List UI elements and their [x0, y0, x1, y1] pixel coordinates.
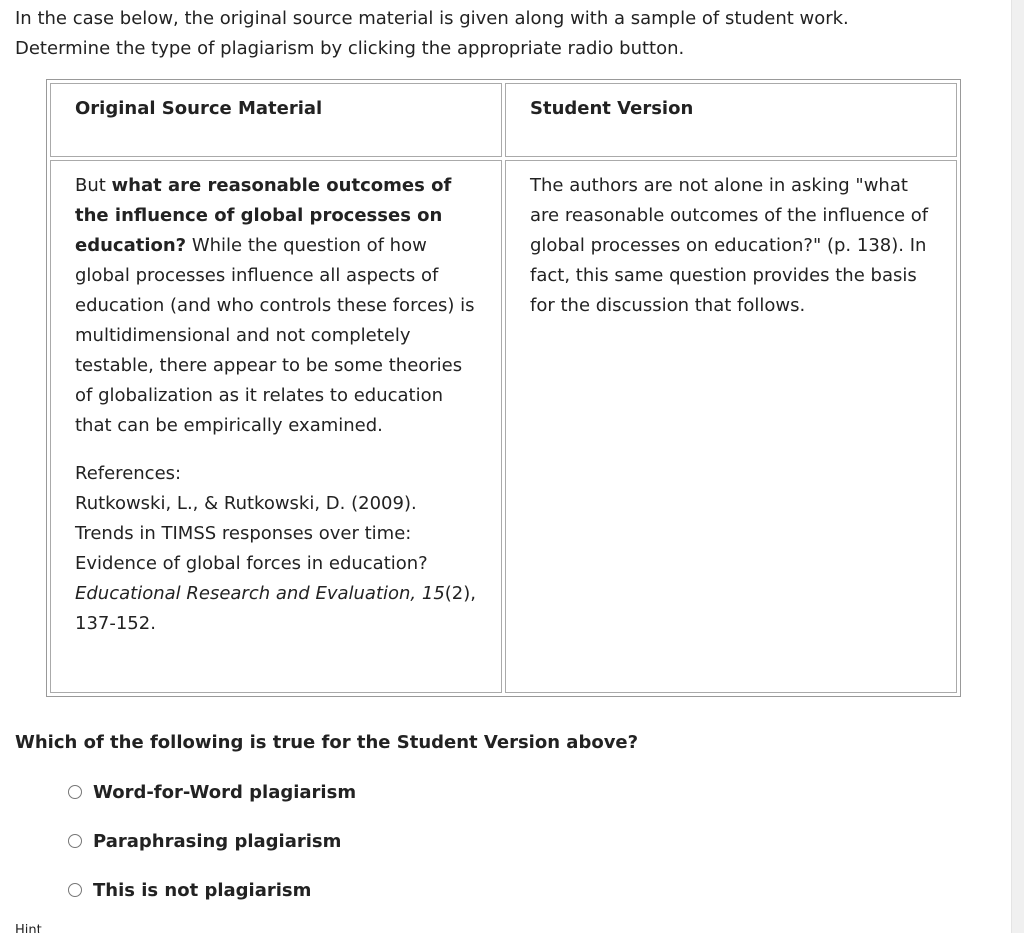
original-passage-rest: While the question of how global processes influence all aspects of education (and who controls these forces) is multidimensional and not completely testable, there appear to be some theories of globalization as it relates to education that can be empirically examined.	[75, 235, 475, 436]
student-passage: The authors are not alone in asking "what are reasonable outcomes of the influence of global processes on education?" (p. 138). In fact, this same question provides the basis for the discussion that follows.	[530, 175, 929, 316]
instructions	[15, 4, 1005, 64]
option-label[interactable]: This is not plagiarism	[93, 879, 312, 901]
radio-button[interactable]	[68, 834, 82, 848]
option-not-plagiarism[interactable]	[68, 875, 356, 905]
header-student-version: Student Version	[505, 83, 957, 157]
reference-volume: 15	[421, 583, 445, 604]
option-label[interactable]: Paraphrasing plagiarism	[93, 830, 342, 852]
reference-authors: Rutkowski, L., & Rutkowski, D. (2009). Trends in TIMSS responses over time: Evidence of global forces in education?	[75, 493, 428, 574]
scrollbar-track[interactable]	[1011, 0, 1024, 933]
radio-button[interactable]	[68, 883, 82, 897]
case-table	[46, 79, 961, 697]
original-source-cell	[50, 160, 502, 693]
option-label[interactable]: Word-for-Word plagiarism	[93, 781, 357, 803]
answer-options	[68, 777, 356, 924]
instructions-line-1: In the case below, the original source material is given along with a sample of student work.	[15, 8, 849, 29]
student-version-cell	[505, 160, 957, 693]
references	[75, 459, 479, 639]
reference-journal: Educational Research and Evaluation,	[75, 583, 417, 604]
reference-citation	[75, 489, 479, 639]
reference-pages: (2), 137-152.	[75, 583, 476, 634]
header-original-source: Original Source Material	[50, 83, 502, 157]
original-passage-bold: what are reasonable outcomes of the influence of global processes on education?	[75, 175, 452, 256]
option-word-for-word[interactable]	[68, 777, 356, 807]
hint-link-fragment[interactable]: Hint	[15, 924, 42, 933]
table-body-row	[50, 160, 957, 693]
radio-button[interactable]	[68, 785, 82, 799]
original-passage	[75, 171, 479, 441]
references-label: References:	[75, 463, 182, 484]
option-paraphrasing[interactable]	[68, 826, 356, 856]
table-header-row	[50, 83, 957, 157]
instructions-line-2: Determine the type of plagiarism by clicking the appropriate radio button.	[15, 38, 685, 59]
original-passage-start: But	[75, 175, 112, 196]
question-text: Which of the following is true for the Student Version above?	[15, 732, 639, 753]
